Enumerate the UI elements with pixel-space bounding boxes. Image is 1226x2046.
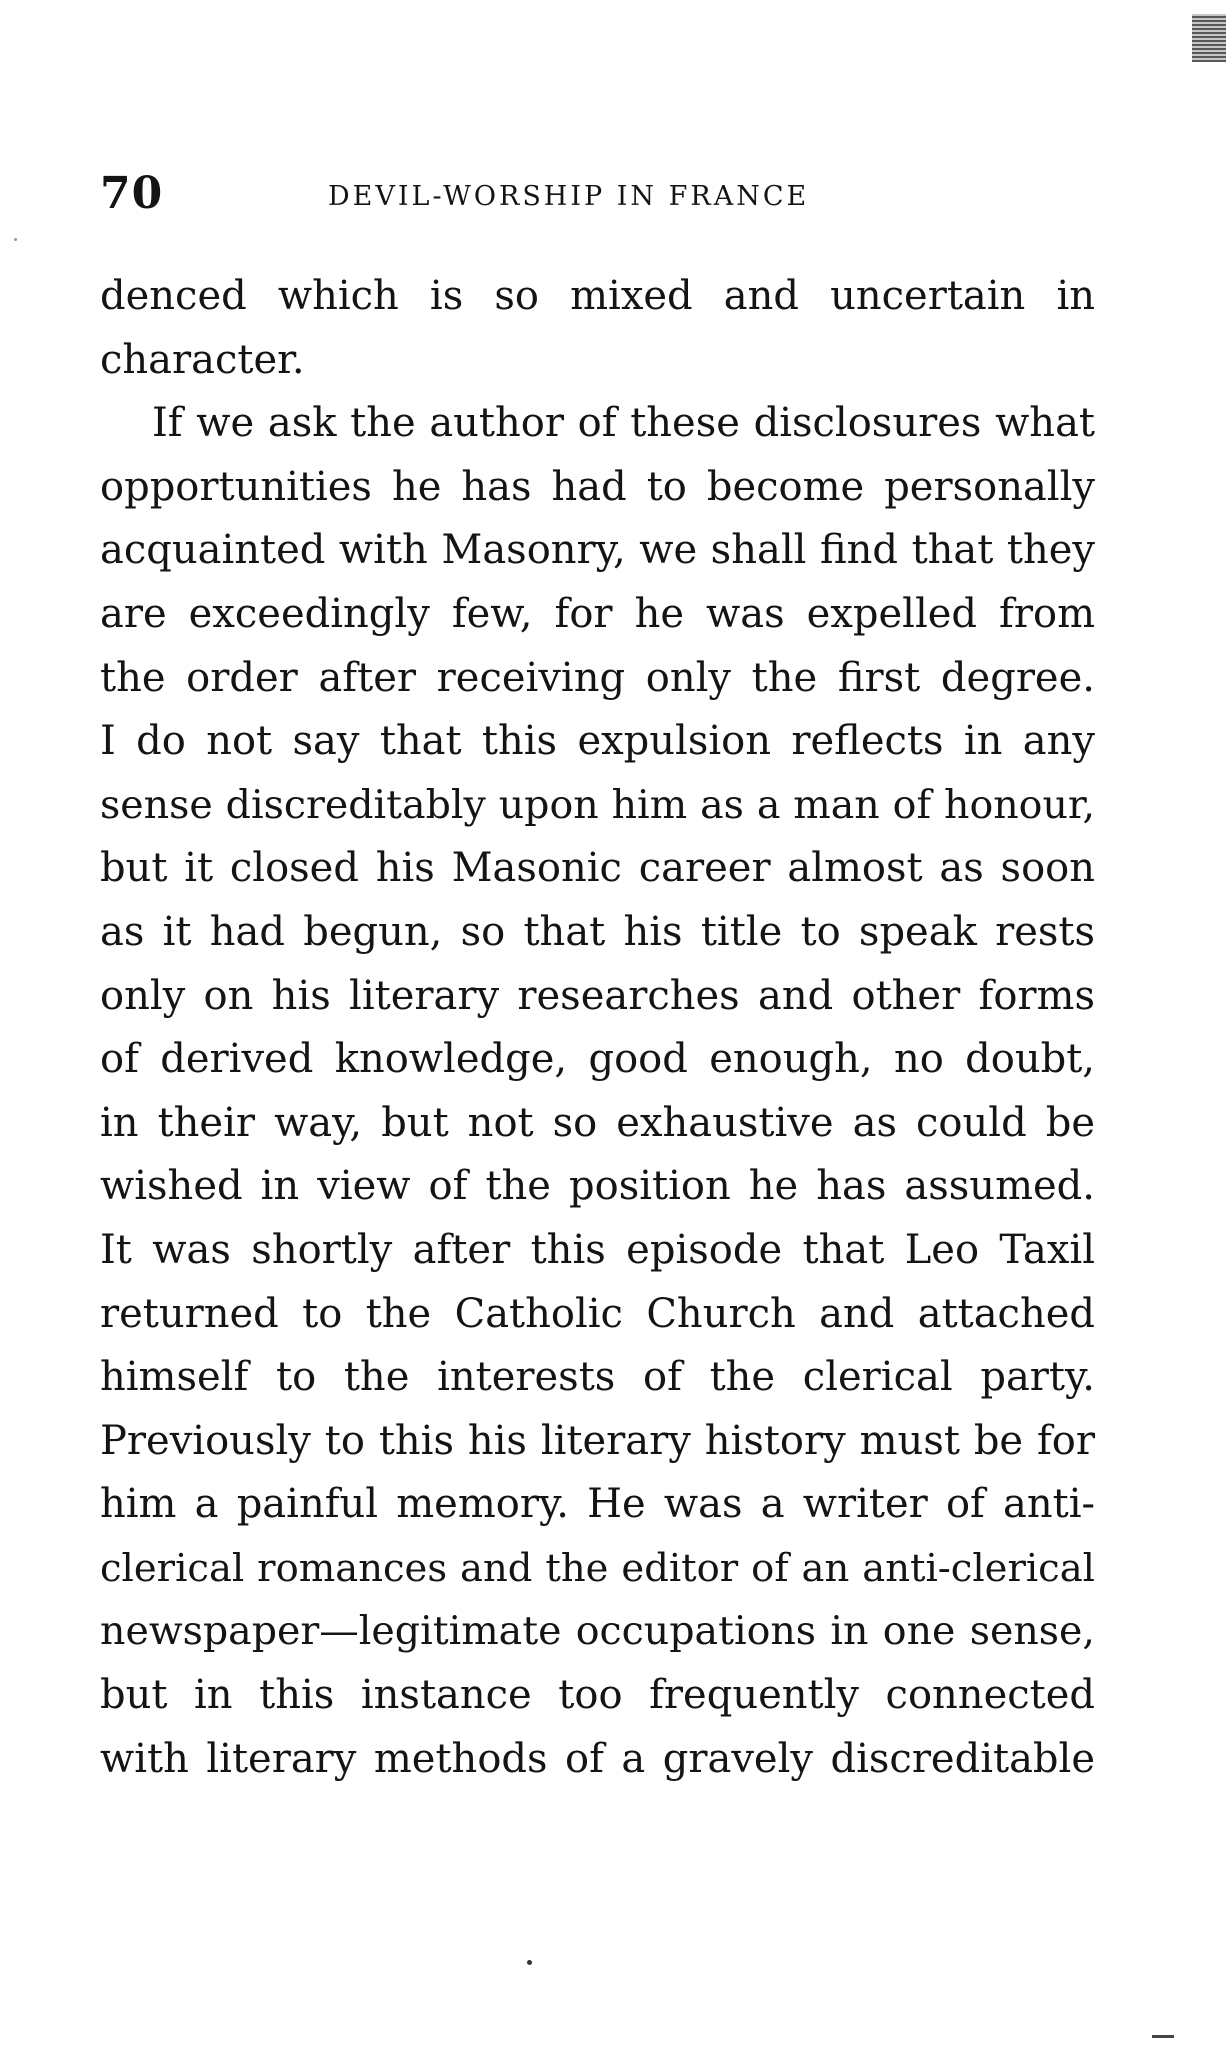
text-line: the order after receiving only the first degree. (100, 654, 1095, 701)
text-line: It was shortly after this episode that Leo Taxil (100, 1226, 1095, 1273)
text-line: only on his literary researches and other forms (100, 972, 1095, 1019)
text-line: newspaper—legitimate occupations in one sense, (100, 1608, 1095, 1655)
text-line: him a painful memory. He was a writer of anti- (100, 1481, 1095, 1528)
text-line: returned to the Catholic Church and attached (100, 1290, 1095, 1337)
ink-speck (527, 1960, 532, 1965)
text-line: but in this instance too frequently connected (100, 1672, 1095, 1719)
text-line: but it closed his Masonic career almost as soon (100, 845, 1095, 892)
text-line: as it had begun, so that his title to speak rests (100, 908, 1095, 955)
text-line: clerical romances and the editor of an anti-clerical (100, 1545, 1095, 1591)
page-number: 70 (100, 168, 164, 219)
text-line: denced which is so mixed and uncertain in (100, 273, 1095, 319)
page-edge-mark (1192, 14, 1226, 62)
text-line: in their way, but not so exhaustive as could be (100, 1099, 1095, 1146)
text-line: If we ask the author of these disclosures what (152, 400, 1095, 447)
body-text (100, 265, 1095, 1791)
ink-speck (14, 238, 17, 241)
running-title: DEVIL-WORSHIP IN FRANCE (328, 181, 810, 212)
running-head (100, 168, 1095, 228)
page-foot-mark (1152, 2035, 1174, 2038)
text-line: wished in view of the position he has assumed. (100, 1163, 1095, 1210)
text-line: are exceedingly few, for he was expelled from (100, 590, 1095, 637)
text-line: with literary methods of a gravely discreditable (100, 1735, 1095, 1782)
text-line: opportunities he has had to become personally (100, 463, 1095, 510)
text-line: character. (100, 336, 305, 383)
text-line: I do not say that this expulsion reflects in any (100, 718, 1095, 765)
text-line: himself to the interests of the clerical party. (100, 1354, 1095, 1401)
text-line: Previously to this his literary history must be for (100, 1417, 1095, 1464)
text-line: sense discreditably upon him as a man of honour, (100, 781, 1095, 828)
text-line: acquainted with Masonry, we shall find that they (100, 527, 1095, 574)
text-line: of derived knowledge, good enough, no doubt, (100, 1036, 1095, 1083)
